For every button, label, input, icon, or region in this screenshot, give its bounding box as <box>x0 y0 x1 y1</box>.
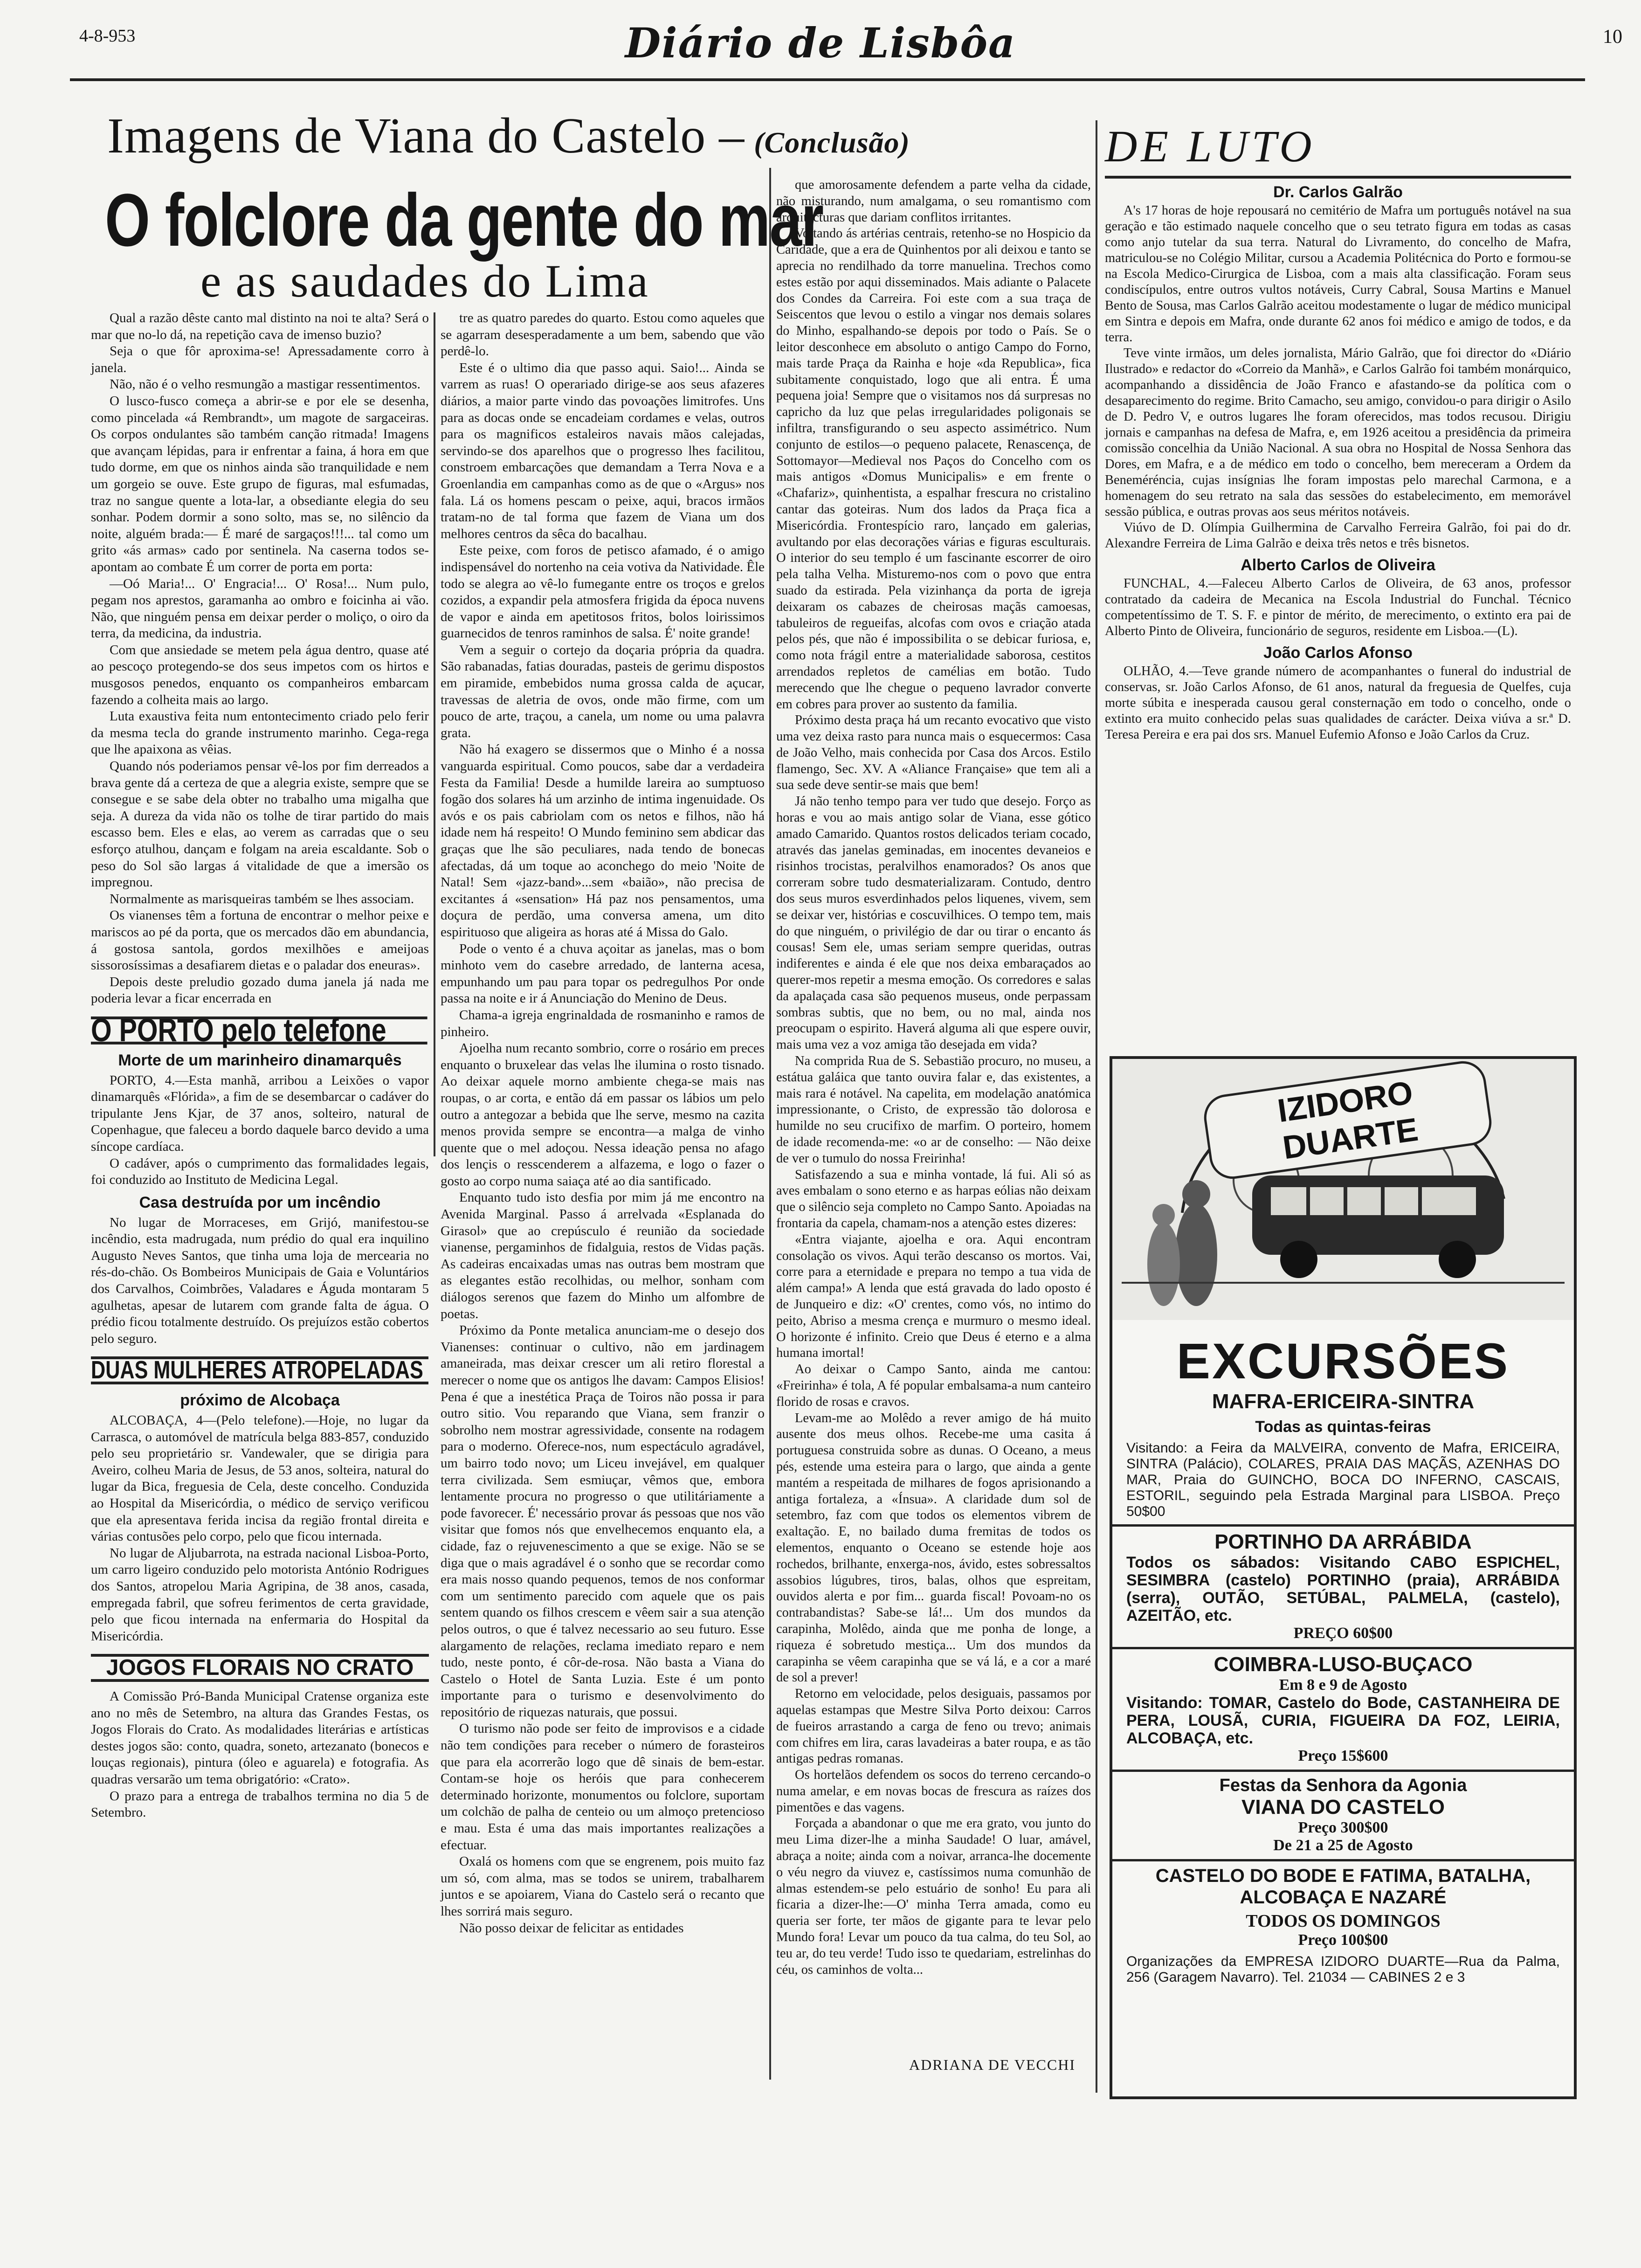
paragraph: Satisfazendo a sua e minha vontade, lá fui. Ali só as aves embalam o sono eterno e as harpas eólias não deixam que o silêncio seja completo no Campo Santo. Apoiadas na frontaria da capela, chamam-nos a atenção estes dizeres: <box>776 1167 1091 1231</box>
obituary-name: Alberto Carlos de Oliveira <box>1241 556 1435 574</box>
paragraph: Ajoelha num recanto sombrio, corre o rosário em preces enquanto o bruxelear das velas lhe ilumina o rosto tisnado. Ao deixar aquele morno ambiente chega-se mais nas roupas, o ar corta, e então dá em passar os lábios um pelo outro a antegozar a bebida que lhe serve, mesmo na cazita menos provida sempre se encontra—a malga de vinho quente que o mel adoçou. Nessa ideação pensa no afago dos lençis o resscenderem a alfazema, e logo o fazer o gosto ao corpo numa saiaça até ao dia santificado. <box>441 1041 765 1189</box>
ad-schedule: TODOS OS DOMINGOS <box>1246 1911 1441 1931</box>
paragraph: Pode o vento é a chuva açoitar as janelas, mas o bom minhoto vem do casebre arredado, de lanterna acesa, empunhando um pau para topar os pedregulhos Por onde passa na noite e ir á Anunciação do Menino de Deus. <box>441 941 765 1006</box>
paragraph: Não há exagero se dissermos que o Minho é a nossa vanguarda espiritual. Como poucos, sabe dar a verdadeira Festa da Familia! Desde a humilde lareira ao sumptuoso fogão dos solares há um arzinho de intima ingenuidade. Os avós e os pais cabriolam com os netos e filhos, não há idade nem há respeito! O Mundo feminino sem abdicar das graças que lhe são peculiares, nada tendo de bonecas afectadas, dá um toque ao aconchego do meio 'Noite de Natal! Sem «jazz-band»...sem «baião», não precisa de excitantes á «sensation» Há paz nos pensamentos, uma doçura de perdão, uma conversa amena, um dito espirituoso que aligeira as horas até á Missa do Galo. <box>441 742 765 940</box>
paragraph: Este peixe, com foros de petisco afamado, é o amigo indispensável do nortenho na ceia votiva da Natividade. Êle todo se alegra ao vê-lo fumegante entre os troços e grelos cozidos, a expandir pela atmosfera frigida da época nuvens de vapor e ainda em apetitosos fritos, bolos loirissimos guarnecidos de tenros raminhos de salsa. É' noite grande! <box>441 543 765 641</box>
paragraph: O turismo não pode ser feito de improvisos e a cidade não tem condições para receber o número de forasteiros que para ela acorrerão logo que dê sinais de bem-estar. Contam-se hoje os heróis que para conhecerem determinado horizonte, monumentos ou folclore, suportam um colchão de palha de centeio ou um almoço pretencioso e mau. Esta é uma das mais importantes realizações a efectuar. <box>441 1721 765 1853</box>
paragraph: No lugar de Aljubarrota, na estrada nacional Lisboa-Porto, um carro ligeiro conduzido pelo motorista António Rodrigues dos Santos, atropelou Maria Agripina, de 38 anos, casada, empregada fabril, que sofreu ferimentos de certa gravidade, pelo que ficou internada na enfermaria do Hospital da Misericórdia. <box>91 1545 429 1644</box>
ad-headline: EXCURSÕES <box>1176 1333 1510 1389</box>
jogos-banner: JOGOS FLORAIS NO CRATO <box>91 1654 429 1682</box>
ad-description: Todos os sábados: Visitando CABO ESPICHEL, SESIMBRA (castelo) PORTINHO (praia), ARRÁBIDA (serra), OUTÃO, SETÚBAL, PALMELA, (castelo), AZEITÃO, etc. <box>1126 1554 1560 1625</box>
ad-price: PREÇO 60$00 <box>1293 1625 1393 1642</box>
article-headline: O folclore da gente do mar <box>105 178 823 262</box>
paragraph: Retorno em velocidade, pelos desiguais, passamos por aquelas estampas que Mestre Silva Porto deixou: Carros de fueiros arrastando a carga de feno ou trevo; animais com chifres em lira, caras lavadeiras a bater roupa, e as tão antigas pedras romanas. <box>776 1687 1091 1766</box>
paragraph: Ao deixar o Campo Santo, ainda me cantou: «Freirinha» é tola, A fé popular embalsama-a num canteiro florido de rosas e cravos. <box>776 1362 1091 1409</box>
paragraph: Já não tenho tempo para ver tudo que desejo. Forço as horas e vou ao mais antigo solar de Viana, esse gótico amado Camarido. Quantos rostos delicados teriam cocado, através das janelas geminadas, em inocentes devaneios e risinhos trocistas, peralvilhos enamorados? Os anos que correram sobre tudo desmaterializaram. Contudo, dentro dos seus muros esverdinhados pelos liquenes, vivem, sem se deixar ver, histórias e coscuvilhices. O tempo tem, mais do que ninguém, o privilégio de dar ou tirar o encanto ás cousas! Sem ele, umas seriam sempre queridas, outras indiferentes e ainda é ele que nos deixa embaraçados ao querer-mos repetir a mesma emoção. Os corredores e salas da apalaçada casa são pequenos museus, onde perpassam sombras subtis, que no bem, ou no mal, ainda nos preocupam o espirito. Haverá alguma ali que espere ouvir, mais uma vez a voz amiga tão desejada em vida? <box>776 794 1091 1052</box>
kicker-note: (Conclusão) <box>754 126 910 159</box>
paragraph: Voltando ás artérias centrais, retenho-se no Hospicio da Caridade, que a era de Quinhentos por ali deixou e tanto se aprecia no rendilhado da torre manuelina. Trechos como estes estão por aqui disseminados. Mais adiante o Palacete dos Condes da Carreira. Foi este com a sua traça de Seiscentos que levou o estilo a vingar nos demais solares do Minho, espalhando-se depois por todo o País. Se o leitor desconhece em absoluto o antigo Campo do Forno, mais tarde Praça da Rainha e hoje «da Republica», fica subitamente conquistado, logo que ali entra. É uma pequena joia! Sempre que o visitamos nos dá surpresas no capricho da luz que pelas irregularidades poligonais se infiltra, transfigurando o seu aspecto assimétrico. Num conjunto de estilos—o pequeno palacete, Renascença, de Sottomayor—Medieval nos Paços do Concelho com os mais antigos «Domus Municipalis» e em frente o «Chafariz», quinhentista, a espalhar frescura no cristalino cantar das goteiras. Num dos lados da Praça fica a Misericórdia. Frontespício raro, lançado em galerias, avultando por elas decorações várias e figuras esculturais. O interior do seu templo é um fascinante escorrer de oiro pela talha Velha. Misturemo-nos com o povo que entra suado da estirada. Pela vizinhança da porta de igreja deixaram os cabazes de cheirosas maçãs camoesas, tabuleiros de regueifas, alcofas com ovos e criação atada pelos pés, que não é impossibilita o se debicar furiosa, e, como nota frágil entre a materialidade saborosa, cestitos arrendados repletos de camélias em botão. Tudo merecendo que lhe chegue o pequeno lavrador converte em cobres para prover ao sustento da familia. <box>776 226 1091 712</box>
paragraph: Teve vinte irmãos, um deles jornalista, Mário Galrão, que foi director do «Diário Ilustrado» e redactor do «Correio da Manhã», e Carlos Galrão foi também monárquico, acompanhando a dissidência de João Franco e afastando-se da política com o desaparecimento do regime. Brito Camacho, seu amigo, convidou-o para dirigir o Asilo de D. Pedro V, e outros lugares lhe foram oferecidos, mas todos recusou. Dirigiu jornais e campanhas na defesa de Mafra, e, em 1926 aceitou a presidência da primeira comissão concelhia da União Nacional. A sua obra no Hospital de Nossa Senhora das Dores, em Mafra, e a de médico em todo o concelho, bem mereceram a Ordem da Beneméréncia, cujas insígnias lhe foram impostas pelo marechal Carmona, e a homenagem do seu retrato na sala das sessões do estabelecimento, em memorável sessão pública, e outras provas aos seus méritos notáveis. <box>1105 346 1571 519</box>
paragraph: FUNCHAL, 4.—Faleceu Alberto Carlos de Oliveira, de 63 anos, professor contratado da cadeira de Mecanica na Escola Industrial do Funchal. Técnico competentíssimo de T. S. F. e pintor de mérito, de merecimento, o extinto era pai de Alberto Pinto de Oliveira, funcionário de seguros, residente em Lisboa.—(L). <box>1105 576 1571 638</box>
ad-dates: De 21 a 25 de Agosto <box>1273 1837 1413 1854</box>
paragraph: Depois deste preludio gozado duma janela já nada me poderia levar a ficar encerrada en <box>91 974 429 1006</box>
paragraph: Vem a seguir o cortejo da doçaria própria da quadra. São rabanadas, fatias douradas, pasteis de gerimu dispostos em piramide, embebidos numa grossa calda de açucar, travessas de aletria de ovos, onde mão firme, com um pouco de arte, traçou, a canela, um nome ou uma palavra grata. <box>441 642 765 740</box>
paragraph: Próximo da Ponte metalica anunciam-me o desejo dos Vianenses: continuar o cultivo, não em jardinagem amaneirada, mas deixar crescer um ali retiro florestal a merecer o nome que os antigos lhe davam: Campos Elisios! Pena é que a inestética Praça de Toiros não possa ir para outro sitio. Vou reparando que Viana, sem franzir o sobrolho nem mostrar agressividade, consente na rodagem para o moderno. Oferece-nos, num espectáculo agradável, um bairro todo novo; um Liceu invejável, em qualquer terra civilizada. Sem esmiuçar, vêmos que, embora lentamente procura no progresso o que utilitáriamente a pode favorecer. É' necessário provar ás pessoas que nos vão visitar que fomos nós que envelhecemos enquanto ela, a cidade, faz o rejuvenescimento a que se exige. Não se se diga que o mais agradável é o sonho que se recordar como era mais nosso quando pequenos, temos de nos conformar com um sentimento parecido com aquele que os pais sentem quando os filhos crescem e vêem sair a sua atenção pelos outros, o que é talvez necessario ao seu futuro. Esse alargamento de relações, reclama imediato reparo e nem tudo, neste ponto, é côr-de-rosa. Não basta a Viana do Castelo o Hotel de Santa Luzia. Este é um ponto importante para o turismo e desenvolvimento do repositório de riquezas naturais, que possui. <box>441 1323 765 1720</box>
column-divider <box>434 312 435 1156</box>
author-signature: ADRIANA DE VECCHI <box>909 2056 1076 2073</box>
article-column-1 <box>91 310 429 1821</box>
paragraph: «Entra viajante, ajoelha e ora. Aqui encontram consolação os vivos. Aqui terão descanso os mortos. Vai, corre para a eternidade e prepara no tempo a tua vida de além campa!» A lenda que está gravada do lado oposto é de Junqueiro e diz: «O' crentes, como vós, no intimo do peito, Abriso a mesma crença e murmuro o mesmo ideal. O horizonte é infinito. Creio que Deus é eterno e a alma humana imortal! <box>776 1232 1091 1361</box>
obituary-title: DE LUTO <box>1105 120 1571 179</box>
duas-banner: DUAS MULHERES ATROPELADAS <box>91 1356 428 1384</box>
paragraph: Luta exaustiva feita num entontecimento criado pelo ferir da mesma tecla do grande instrumento marinho. Cega-rega que lhe apaixona as vêias. <box>91 709 429 757</box>
issue-date: 4-8-953 <box>79 26 136 46</box>
paragraph: Este é o ultimo dia que passo aqui. Saio!... Ainda se varrem as ruas! O operariado dirige-se aos seus afazeres diários, a maior parte vindo das povoações limitrofes. Uns para as docas onde se encadeiam cordames e velas, outros para os magnificos estaleiros navais mãos calejadas, servindo-se dos aparelhos que o progresso lhes facilitou, constroem embarcações que demandam a Terra Nova e a Groenlandia em campanhas como as de que o «Argus» nos fala. Lá os homens pescam o peixe, aqui, bracos irmãos tratam-no de tal forma que fazem de Viana um dos melhores centros da sêca do bacalhau. <box>441 360 765 541</box>
ad-footer: Organizações da EMPRESA IZIDORO DUARTE—Rua da Palma, 256 (Garagem Navarro). Tel. 21034 — CABINES 2 e 3 <box>1126 1954 1560 1985</box>
paragraph: A's 17 horas de hoje repousará no cemitério de Mafra um português notável na sua geração e tão estimado naquele concelho que o seu tetrato figura em todas as casas como anjo tutelar da sua terra. Natural do Livramento, do concelho de Mafra, matriculou-se no Colégio Militar, cursou a Academia Politécnica do Porto e formou-se na Escola Medico-Cirurgica de Lisboa, com a mais alta classificação. Foram seus condiscípulos, entre outros vultos notáveis, Curry Cabral, Sousa Martins e Manuel Bento de Sousa, mas Carlos Galrão aceitou modestamente o lugar de médico municipal em Sintra e depois em Mafra, onde durante 62 anos foi médico e amigo de todos, e da terra. <box>1105 203 1571 345</box>
ad-description: Visitando: a Feira da MALVEIRA, convento de Mafra, ERICEIRA, SINTRA (Palácio), COLARES, PRAIA DAS MAÇÃS, AZENHAS DO MAR, Praia do GUINCHO, BOCA DO INFERNO, CASCAIS, ESTORIL, seguindo pela Estrada Marginal para LISBOA. Preço 50$00 <box>1126 1440 1560 1519</box>
paragraph: Normalmente as marisqueiras também se lhes associam. <box>110 891 414 906</box>
paragraph: Forçada a abandonar o que me era grato, vou junto do meu Lima dizer-lhe a minha Saudade! O luar, amável, abraça a noite; ainda com a noivar, arranca-lhe docemente o véu negro da viuvez e, castíssimos numa comunhão de almas estendem-se pelo estuário de sonho! Eu para ali ficaria a dizer-lhe:—O' minha Terra amada, como eu queria ser forte, ter mãos de gigante para te levar pelo Mundo fora! Levar um pouco da tua calma, do teu Sol, ao teu ar, do teu verde! Tudo isso te quedariam, estrelinhas do céu, os caminhos de volta... <box>776 1816 1091 1977</box>
paragraph: O cadáver, após o cumprimento das formalidades legais, foi conduzido ao Instituto de Medicina Legal. <box>91 1155 429 1188</box>
paragraph: A Comissão Pró-Banda Municipal Cratense organiza este ano no mês de Setembro, na altura das Grandes Festas, os Jogos Florais do Crato. As modalidades literárias e artísticas destes jogos são: conto, quadra, soneto, artezanato (bonecos e louças regionais), pintura (óleo e aguarela) e fotografia. As quadras versarão um tema obrigatório: «Crato». <box>91 1688 429 1787</box>
ad-price: Preço 300$00 <box>1298 1819 1388 1836</box>
column-divider <box>1096 120 1097 2093</box>
ad-section-title: Festas da Senhora da Agonia <box>1112 1770 1574 1796</box>
ad-section-title: PORTINHO DA ARRÁBIDA <box>1112 1524 1574 1554</box>
company-logo: IZIDORO DUARTE <box>1201 1058 1494 1182</box>
story-subtitle: próximo de Alcobaça <box>180 1391 340 1410</box>
ad-schedule: Todas as quintas-feiras <box>1255 1418 1431 1436</box>
ad-dates: Em 8 e 9 de Agosto <box>1279 1676 1407 1694</box>
article-kicker <box>107 107 910 165</box>
paragraph: OLHÃO, 4.—Teve grande número de acompanhantes o funeral do industrial de conservas, sr. João Carlos Afonso, de 61 anos, natural da freguesia de Quelfes, cuja morte súbita e inesperada causou geral consternação em todo o concelho, onde o extinto era muito conhecido pelas suas qualidades de carácter. Deixa viúva a sr.ª D. Teresa Pereira e era pai dos srs. Manuel Eufemio Afonso e João Carlos da Cruz. <box>1105 664 1571 742</box>
obituary-section <box>1105 120 1571 743</box>
paragraph: Quando nós poderiamos pensar vê-los por fim derreados a brava gente dá a certeza de que a alegria existe, sempre que se consegue e se sabe dela obter no trabalho uma migalha que seja. A dureza da vida não os tolhe de tirar partido do mais escasso bem. Eles e elas, ao verem as carradas que o seu esforço atulhou, dançam e folgam na areia escaldante. Sob o peso do Sol são largas á vitalidade de que a imersão os impregnou. <box>91 759 429 890</box>
paragraph: Não posso deixar de felicitar as entidades <box>459 1920 684 1936</box>
article-column-3 <box>776 177 1091 1978</box>
paragraph: No lugar de Morraceses, em Grijó, manifestou-se incêndio, esta madrugada, num prédio do qual era inquilino Augusto Neves Santos, que tinha uma loja de mercearia no rés-do-chão. Os Bombeiros Municipais de Gaia e Voluntários dos Carvalhos, Coimbrões, Valadares e Águda montaram 5 agulhetas, apesar de lutarem com grande falta de água. O prédio ficou totalmente destruído. Os prejuízos estão cobertos pelo seguro. <box>91 1215 429 1346</box>
ad-route: MAFRA-ERICEIRA-SINTRA <box>1212 1390 1475 1413</box>
paragraph: Enquanto tudo isto desfia por mim já me encontro na Avenida Marginal. Passo á arrelvada «Esplanada do Girasol» que ao crepúsculo é reunião da sociedade vianense, pergaminhos de fidalguia, restos de Vidas paçãs. As cadeiras encaixadas umas nas outras bem mostram que as elegantes estão recolhidas, ou melhor, sonham com diálogos serenos que fazem do Minho um alfombre de poetas. <box>441 1190 765 1321</box>
paragraph: Viúvo de D. Olímpia Guilhermina de Carvalho Ferreira Galrão, foi pai do dr. Alexandre Ferreira de Lima Galrão e deixa três netos e três bisnetos. <box>1105 520 1571 551</box>
newspaper-title: Diário de Lisbôa <box>625 19 1016 67</box>
paragraph: que amorosamente defendem a parte velha da cidade, não misturando, num amalgama, o seu romantismo com arquitecturas que dariam conflitos irritantes. <box>776 178 1091 225</box>
paragraph: PORTO, 4.—Esta manhã, arribou a Leixões o vapor dinamarquês «Flórida», a fim de se desembarcar o cadáver do tripulante Jens Kjar, de 37 anos, solteiro, natural de Copenhague, que faleceu a bordo daquele barco devido a uma síncope cardíaca. <box>91 1072 429 1154</box>
story-title: Casa destruída por um incêndio <box>139 1193 381 1211</box>
ad-section-title: COIMBRA-LUSO-BUÇACO <box>1112 1647 1574 1676</box>
paragraph: Próximo desta praça há um recanto evocativo que visto uma vez deixa rasto para nunca mais o esquecermos: Casa de João Velho, mais conhecida por Casa dos Arcos. Estilo flamengo, Sec. XV. A «Aliance Française» que tem ali a sua sede deve sentir-se mais que bem! <box>776 713 1091 793</box>
page-number: 10 <box>1603 26 1622 48</box>
article-column-2 <box>441 310 765 1936</box>
paragraph: Com que ansiedade se metem pela água dentro, quase até ao pescoço protegendo-se dos seus impetos com os hirtos e musgosos penedos, enquanto os companheiros embarcam fazendo a colheita mais ao largo. <box>91 642 429 707</box>
obituary-name: João Carlos Afonso <box>1263 644 1413 662</box>
paragraph: O lusco-fusco começa a abrir-se e por ele se desenha, como pincelada «á Rembrandt», um magote de sargaceiras. Os corpos ondulantes são também canção ritmada! Imagens que avançam lépidas, para ir enfrentar a faina, á hora em que tudo dorme, em que os ninhos ainda são tranquilidade e nem um gorgeio se ouve. Este grupo de figuras, mal esfumadas, traz no sangue quente a lota-lar, a obsediante elegia do seu sonhar. Podem dormir a sono solto, mas se, no silêncio da noite, alguém brada:— É maré de sargaços!!!... tal como um grito «ás armas» cado por sentinela. Na caserna todos se-apontam ao combate É um correr de porta em porta: <box>91 393 429 574</box>
obituary-body <box>1105 184 1571 743</box>
paragraph: Seja o que fôr aproxima-se! Apressadamente corro à janela. <box>91 344 429 375</box>
article-subheadline: e as saudades do Lima <box>200 255 649 307</box>
obituary-name: Dr. Carlos Galrão <box>1273 183 1403 201</box>
ad-section-subtitle: VIANA DO CASTELO <box>1241 1796 1445 1819</box>
masthead-rule <box>70 78 1585 81</box>
travel-advertisement <box>1110 1056 1577 2099</box>
paragraph: —Oó Maria!... O' Engracia!... O' Rosa!... Num pulo, pegam nos aprestos, garamanha ao ombro e foicinha ai vão. Não, que ninguém pensa em deixar perder o moliço, o oiro da terra, da medicina, da industria. <box>91 576 429 641</box>
column-divider <box>769 168 771 2080</box>
paragraph: Levam-me ao Molêdo a rever amigo de há muito ausente dos meus olhos. Recebe-me uma casita á portuguesa construida sobre as dunas. O Oceano, a meus pés, estende uma esteira para o largo, que ainda a gente mantém a respeitada de milhares de fogos aprisionando a antiga fortaleza, a «Ínsua». A claridade dum sol de setembro, faz com que todos os elementos vibrem de exaltação. E, no bailado duma fremitas de todos os elementos, enquanto o Oceano se estende hoje aos rochedos, brilhante, enxerga-nos, ávido, estes sobressaltos assobios lúgubres, tiros, balas, olhos que espreitam, ouvidos alerta e por fim... guarda fiscal! Povoam-no os contrabandistas? Sabe-se lá!... Um dos mundos da carapinha, Molêdo, ainda que me ponha de longe, a riqueza é sobretudo mestiça... Um dos mundos da carapinha se vêem carapinha que se vá lá, e a cor a maré de sol a prever! <box>776 1411 1091 1685</box>
paragraph: Qual a razão dêste canto mal distinto na noi te alta? Será o mar que no-lo dá, na repetição cava de imenso buzio? <box>91 311 429 342</box>
story-title: Morte de um marinheiro dinamarquês <box>118 1051 402 1069</box>
ad-description: Visitando: TOMAR, Castelo do Bode, CASTANHEIRA DE PERA, LOUSÃ, CURIA, FIGUEIRA DA FOZ, LEIRIA, ALCOBAÇA, etc. <box>1126 1694 1560 1747</box>
porto-banner: O PORTO pelo telefone <box>91 1016 427 1044</box>
ad-price: Preço 100$00 <box>1298 1931 1388 1949</box>
paragraph: tre as quatro paredes do quarto. Estou como aqueles que se agarram desesperadamente a um bem, sabendo que vão perdê-lo. <box>441 311 765 359</box>
ad-price: Preço 15$600 <box>1298 1747 1388 1764</box>
paragraph: O prazo para a entrega de trabalhos termina no dia 5 de Setembro. <box>91 1788 429 1820</box>
ad-section-title: CASTELO DO BODE E FATIMA, BATALHA, ALCOBAÇA E NAZARÉ <box>1112 1859 1574 1908</box>
paragraph: ALCOBAÇA, 4—(Pelo telefone).—Hoje, no lugar da Carrasca, o automóvel de matrícula belga 883-857, conduzido pelo seu proprietário sr. Vandewaler, que se dirigia para Aveiro, colheu Maria de Jesus, de 53 anos, solteira, natural do lugar da Bica, freguesia de Cela, deste concelho. Conduzida ao Hospital da Misericórdia, o médico de serviço verificou que ela apresentava ferida incisa da região frontal direita e várias contusões pelo corpo, pelo que ficou internada. <box>91 1413 429 1544</box>
paragraph: Oxalá os homens com que se engrenem, pois muito faz um só, com alma, mas se todos se unirem, trabalharem juntos e se apoiarem, Viana do Castelo será o recanto que lhes sorrirá mais seguro. <box>441 1854 765 1919</box>
paragraph: Não, não é o velho resmungão a mastigar ressentimentos. <box>110 377 421 392</box>
kicker-text: Imagens de Viana do Castelo – <box>107 108 745 164</box>
paragraph: Chama-a igreja engrinaldada de rosmaninho e ramos de pinheiro. <box>441 1007 765 1039</box>
paragraph: Os vianenses têm a fortuna de encontrar o melhor peixe e mariscos ao pé da porta, que os mercados dão em abundancia, á gostosa santola, gordos mexilhões e ameijoas sissorosíssimas a desafiarem dietas e o paladar dos eneuras». <box>91 908 429 973</box>
paragraph: Na comprida Rua de S. Sebastião procuro, no museu, a estátua galáica que tanto ouvira falar e, das existentes, a mais rara é notável. Na capelita, em modelação anatómica impressionante, o Cristo, de expressão tão dolorosa e humilde no seu crucifixo de marfim. O porteiro, homem de idade recomenda-me: «o ar de conselho: — Não deixe de ver o tumulo do nossa Freirinha! <box>776 1054 1091 1166</box>
paragraph: Os hortelãos defendem os socos do terreno cercando-o numa amelar, e em novas bocas de frescura as raízes dos pimentões e das vagens. <box>776 1768 1091 1815</box>
